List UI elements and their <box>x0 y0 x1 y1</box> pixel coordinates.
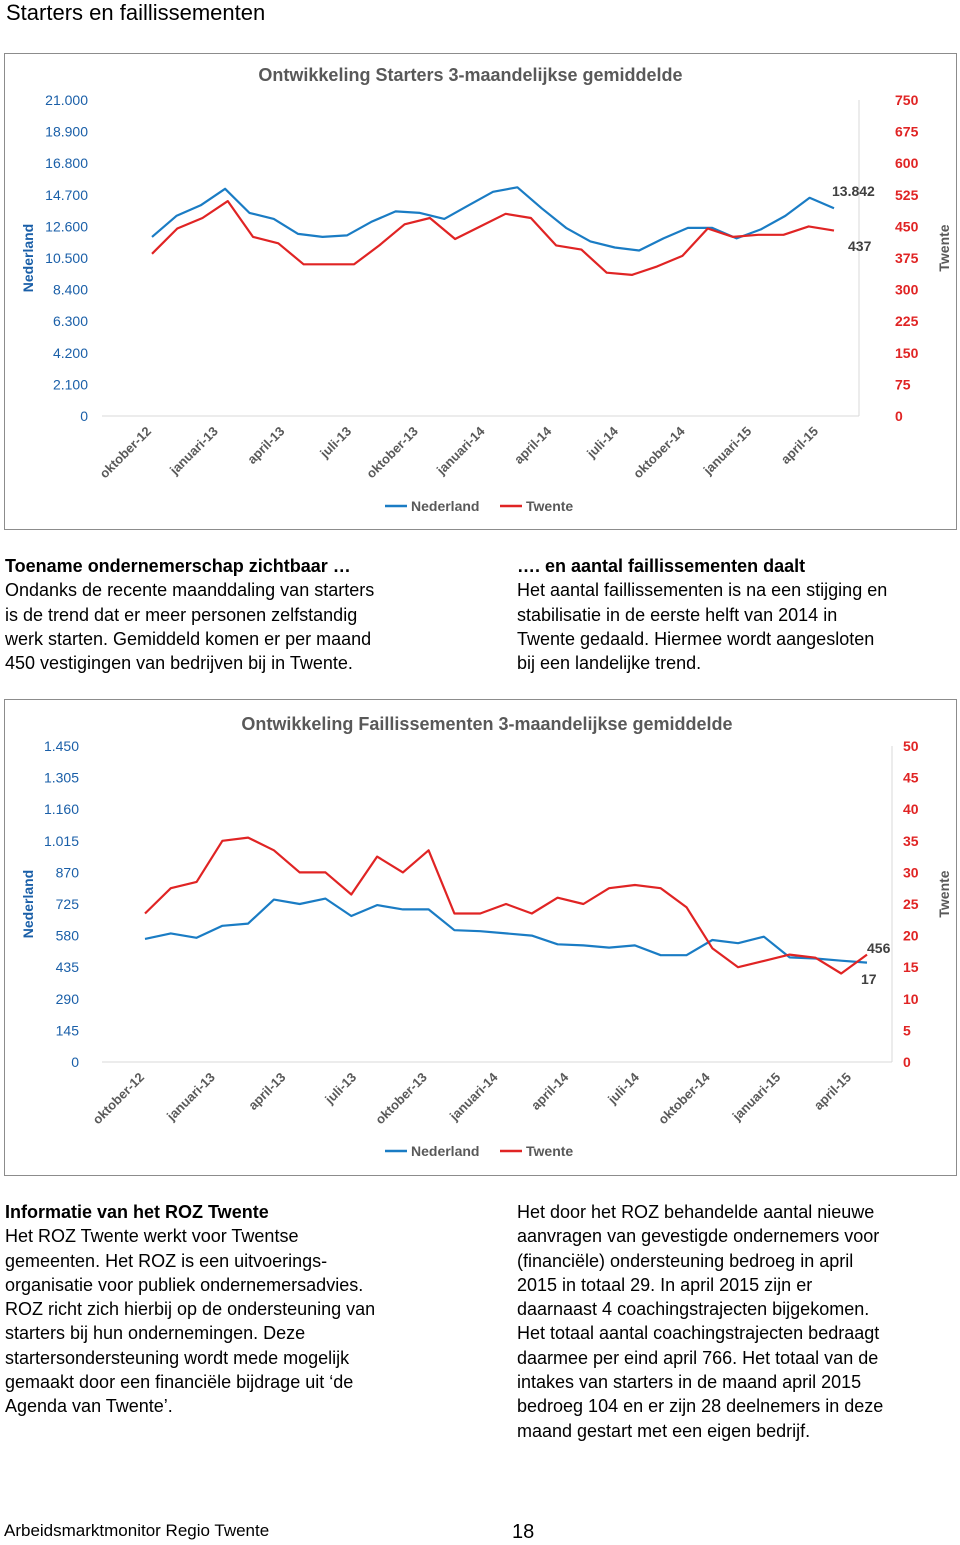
left-tick-label: 12.600 <box>45 218 88 235</box>
faillissementen-line-1: Het aantal faillissementen is na een stijging en <box>517 580 888 601</box>
x-tick-label: oktober-14 <box>655 1069 713 1128</box>
right-tick-label: 30 <box>903 864 919 881</box>
annotation-label: 456 <box>867 940 891 956</box>
series-line-nederland <box>145 899 867 963</box>
roz-stats-line-3: (financiële) ondersteuning bedroeg in april <box>517 1250 854 1271</box>
starters-chart-svg <box>5 54 956 529</box>
x-tick-label: juli-13 <box>317 423 355 461</box>
x-tick-label: oktober-13 <box>363 423 421 482</box>
left-tick-label: 145 <box>55 1022 79 1039</box>
right-tick-label: 150 <box>895 344 919 361</box>
right-tick-label: 0 <box>895 408 903 424</box>
page-number: 18 <box>512 1521 535 1543</box>
x-tick-label: januari-15 <box>700 423 755 478</box>
right-tick-label: 15 <box>903 959 919 976</box>
x-tick-label: juli-14 <box>583 423 622 461</box>
roz-stats-line-1: Het door het ROZ behandelde aantal nieuwe <box>517 1202 875 1222</box>
x-tick-label: april-13 <box>245 1069 289 1113</box>
series-line-twente <box>145 838 867 974</box>
x-tick-label: juli-13 <box>322 1069 360 1107</box>
roz-stats-line-7: daarmee per eind april 766. Het totaal van de <box>517 1347 879 1368</box>
faillissementen-line-3: Twente gedaald. Hiermee wordt aangesloten <box>517 628 875 649</box>
right-axis-title: Twente <box>936 870 952 918</box>
x-tick-label: oktober-13 <box>372 1069 430 1128</box>
x-tick-label: januari-13 <box>163 1069 218 1124</box>
faillissementen-chart-svg <box>5 700 956 1175</box>
left-tick-label: 14.700 <box>45 186 88 203</box>
roz-line-7: gemaakt door een financiële bijdrage uit ‘de <box>5 1372 354 1393</box>
left-tick-label: 6.300 <box>52 313 88 330</box>
left-tick-label: 4.200 <box>52 344 88 361</box>
legend-label-twente: Twente <box>526 498 574 514</box>
left-tick-label: 1.160 <box>43 801 79 818</box>
chart-title: Ontwikkeling Faillissementen 3-maandelijkse gemiddelde <box>241 714 733 734</box>
right-axis-title: Twente <box>936 224 952 272</box>
left-tick-label: 16.800 <box>45 155 88 172</box>
starters-text-block <box>5 554 455 675</box>
x-tick-label: januari-14 <box>446 1069 501 1124</box>
x-tick-label: april-15 <box>810 1069 855 1113</box>
roz-stats-line-4: 2015 in totaal 29. In april 2015 zijn er <box>517 1274 813 1295</box>
annotation-label: 17 <box>861 971 877 987</box>
right-tick-label: 525 <box>895 186 919 203</box>
footer-publication: Arbeidsmarktmonitor Regio Twente <box>4 1521 270 1540</box>
page-title: Starters en faillissementen <box>6 0 266 25</box>
chart-title: Ontwikkeling Starters 3-maandelijkse gemiddelde <box>258 65 683 85</box>
starters-line-1: Ondanks de recente maanddaling van starters <box>5 580 375 601</box>
left-axis-title: Nederland <box>20 869 36 939</box>
roz-line-6: startersondersteuning wordt mede mogelijk <box>5 1347 350 1368</box>
roz-stats-line-9: bedroeg 104 en er zijn 28 deelnemers in deze <box>517 1396 884 1417</box>
roz-line-1: Het ROZ Twente werkt voor Twentse <box>5 1226 299 1247</box>
right-tick-label: 25 <box>903 896 919 912</box>
roz-stats-line-10: maand gestart met een eigen bedrijf. <box>517 1420 811 1441</box>
left-tick-label: 18.900 <box>45 123 88 140</box>
x-tick-label: januari-15 <box>729 1069 784 1124</box>
x-tick-label: april-14 <box>528 1069 572 1113</box>
right-tick-label: 50 <box>903 738 919 754</box>
right-tick-label: 450 <box>895 218 919 235</box>
x-tick-label: april-14 <box>511 423 555 467</box>
x-tick-label: oktober-12 <box>96 423 155 482</box>
roz-line-2: gemeenten. Het ROZ is een uitvoerings- <box>5 1250 328 1271</box>
left-tick-label: 8.400 <box>52 281 88 298</box>
right-tick-label: 375 <box>895 250 919 266</box>
left-tick-label: 10.500 <box>45 250 88 266</box>
faillissementen-chart <box>4 699 957 1176</box>
x-tick-label: januari-14 <box>433 423 488 478</box>
roz-line-8: Agenda van Twente’. <box>5 1396 173 1417</box>
right-tick-label: 225 <box>895 313 919 330</box>
left-axis-title: Nederland <box>20 223 36 293</box>
legend-label-nederland: Nederland <box>411 498 480 514</box>
roz-line-3: organisatie voor publiek ondernemersadvies. <box>5 1274 364 1295</box>
left-tick-label: 1.015 <box>43 832 79 849</box>
roz-stats-line-8: intakes van starters in de maand april 2015 <box>517 1372 862 1393</box>
x-tick-label: oktober-14 <box>630 423 688 482</box>
left-tick-label: 1.450 <box>43 738 79 754</box>
legend-label-twente: Twente <box>526 1143 574 1159</box>
starters-heading: Toename ondernemerschap zichtbaar … <box>5 556 351 576</box>
x-tick-label: april-13 <box>244 423 288 467</box>
x-tick-label: januari-13 <box>166 423 221 478</box>
faillissementen-line-4: bij een landelijke trend. <box>517 653 702 674</box>
right-tick-label: 10 <box>903 990 919 1007</box>
roz-statistics-block <box>517 1200 957 1443</box>
legend-label-nederland: Nederland <box>411 1143 480 1159</box>
faillissementen-heading: …. en aantal faillissementen daalt <box>517 556 806 576</box>
roz-info-block <box>5 1200 455 1419</box>
right-tick-label: 600 <box>895 155 919 172</box>
roz-line-4: ROZ richt zich hierbij op de ondersteuning van <box>5 1299 376 1320</box>
left-tick-label: 290 <box>55 990 79 1007</box>
starters-line-2: is de trend dat er meer personen zelfstandig <box>5 604 358 625</box>
left-tick-label: 21.000 <box>45 92 88 108</box>
left-tick-label: 435 <box>55 959 79 976</box>
roz-stats-line-5: daarnaast 4 coachingstrajecten bijgekomen. <box>517 1299 870 1320</box>
starters-chart <box>4 53 957 530</box>
left-tick-label: 2.100 <box>52 376 88 393</box>
roz-stats-line-2: aanvragen van gevestigde ondernemers voor <box>517 1226 880 1247</box>
right-tick-label: 45 <box>903 769 919 786</box>
roz-heading: Informatie van het ROZ Twente <box>5 1202 269 1222</box>
right-tick-label: 75 <box>895 376 911 393</box>
starters-line-4: 450 vestigingen van bedrijven bij in Twente. <box>5 653 353 674</box>
left-tick-label: 725 <box>55 896 79 912</box>
annotation-label: 437 <box>848 238 872 254</box>
right-tick-label: 5 <box>903 1022 911 1039</box>
starters-line-3: werk starten. Gemiddeld komen er per maand <box>5 628 372 649</box>
right-tick-label: 300 <box>895 281 919 298</box>
annotation-label: 13.842 <box>832 183 875 199</box>
right-tick-label: 675 <box>895 123 919 140</box>
roz-line-5: starters bij hun ondernemingen. Deze <box>5 1323 306 1344</box>
x-tick-label: april-15 <box>777 423 822 467</box>
right-tick-label: 750 <box>895 92 919 108</box>
left-tick-label: 0 <box>71 1054 79 1070</box>
right-tick-label: 35 <box>903 832 919 849</box>
x-tick-label: oktober-12 <box>89 1069 148 1128</box>
roz-stats-line-6: Het totaal aantal coachingstrajecten bedraagt <box>517 1323 880 1344</box>
right-tick-label: 0 <box>903 1054 911 1070</box>
left-tick-label: 870 <box>55 864 79 881</box>
right-tick-label: 40 <box>903 801 919 818</box>
series-line-twente <box>152 201 834 275</box>
left-tick-label: 0 <box>80 408 88 424</box>
faillissementen-line-2: stabilisatie in de eerste helft van 2014 in <box>517 604 838 625</box>
right-tick-label: 20 <box>903 927 919 944</box>
x-tick-label: juli-14 <box>604 1069 643 1107</box>
left-tick-label: 580 <box>55 927 79 944</box>
left-tick-label: 1.305 <box>43 769 79 786</box>
faillissementen-text-block <box>517 554 957 675</box>
